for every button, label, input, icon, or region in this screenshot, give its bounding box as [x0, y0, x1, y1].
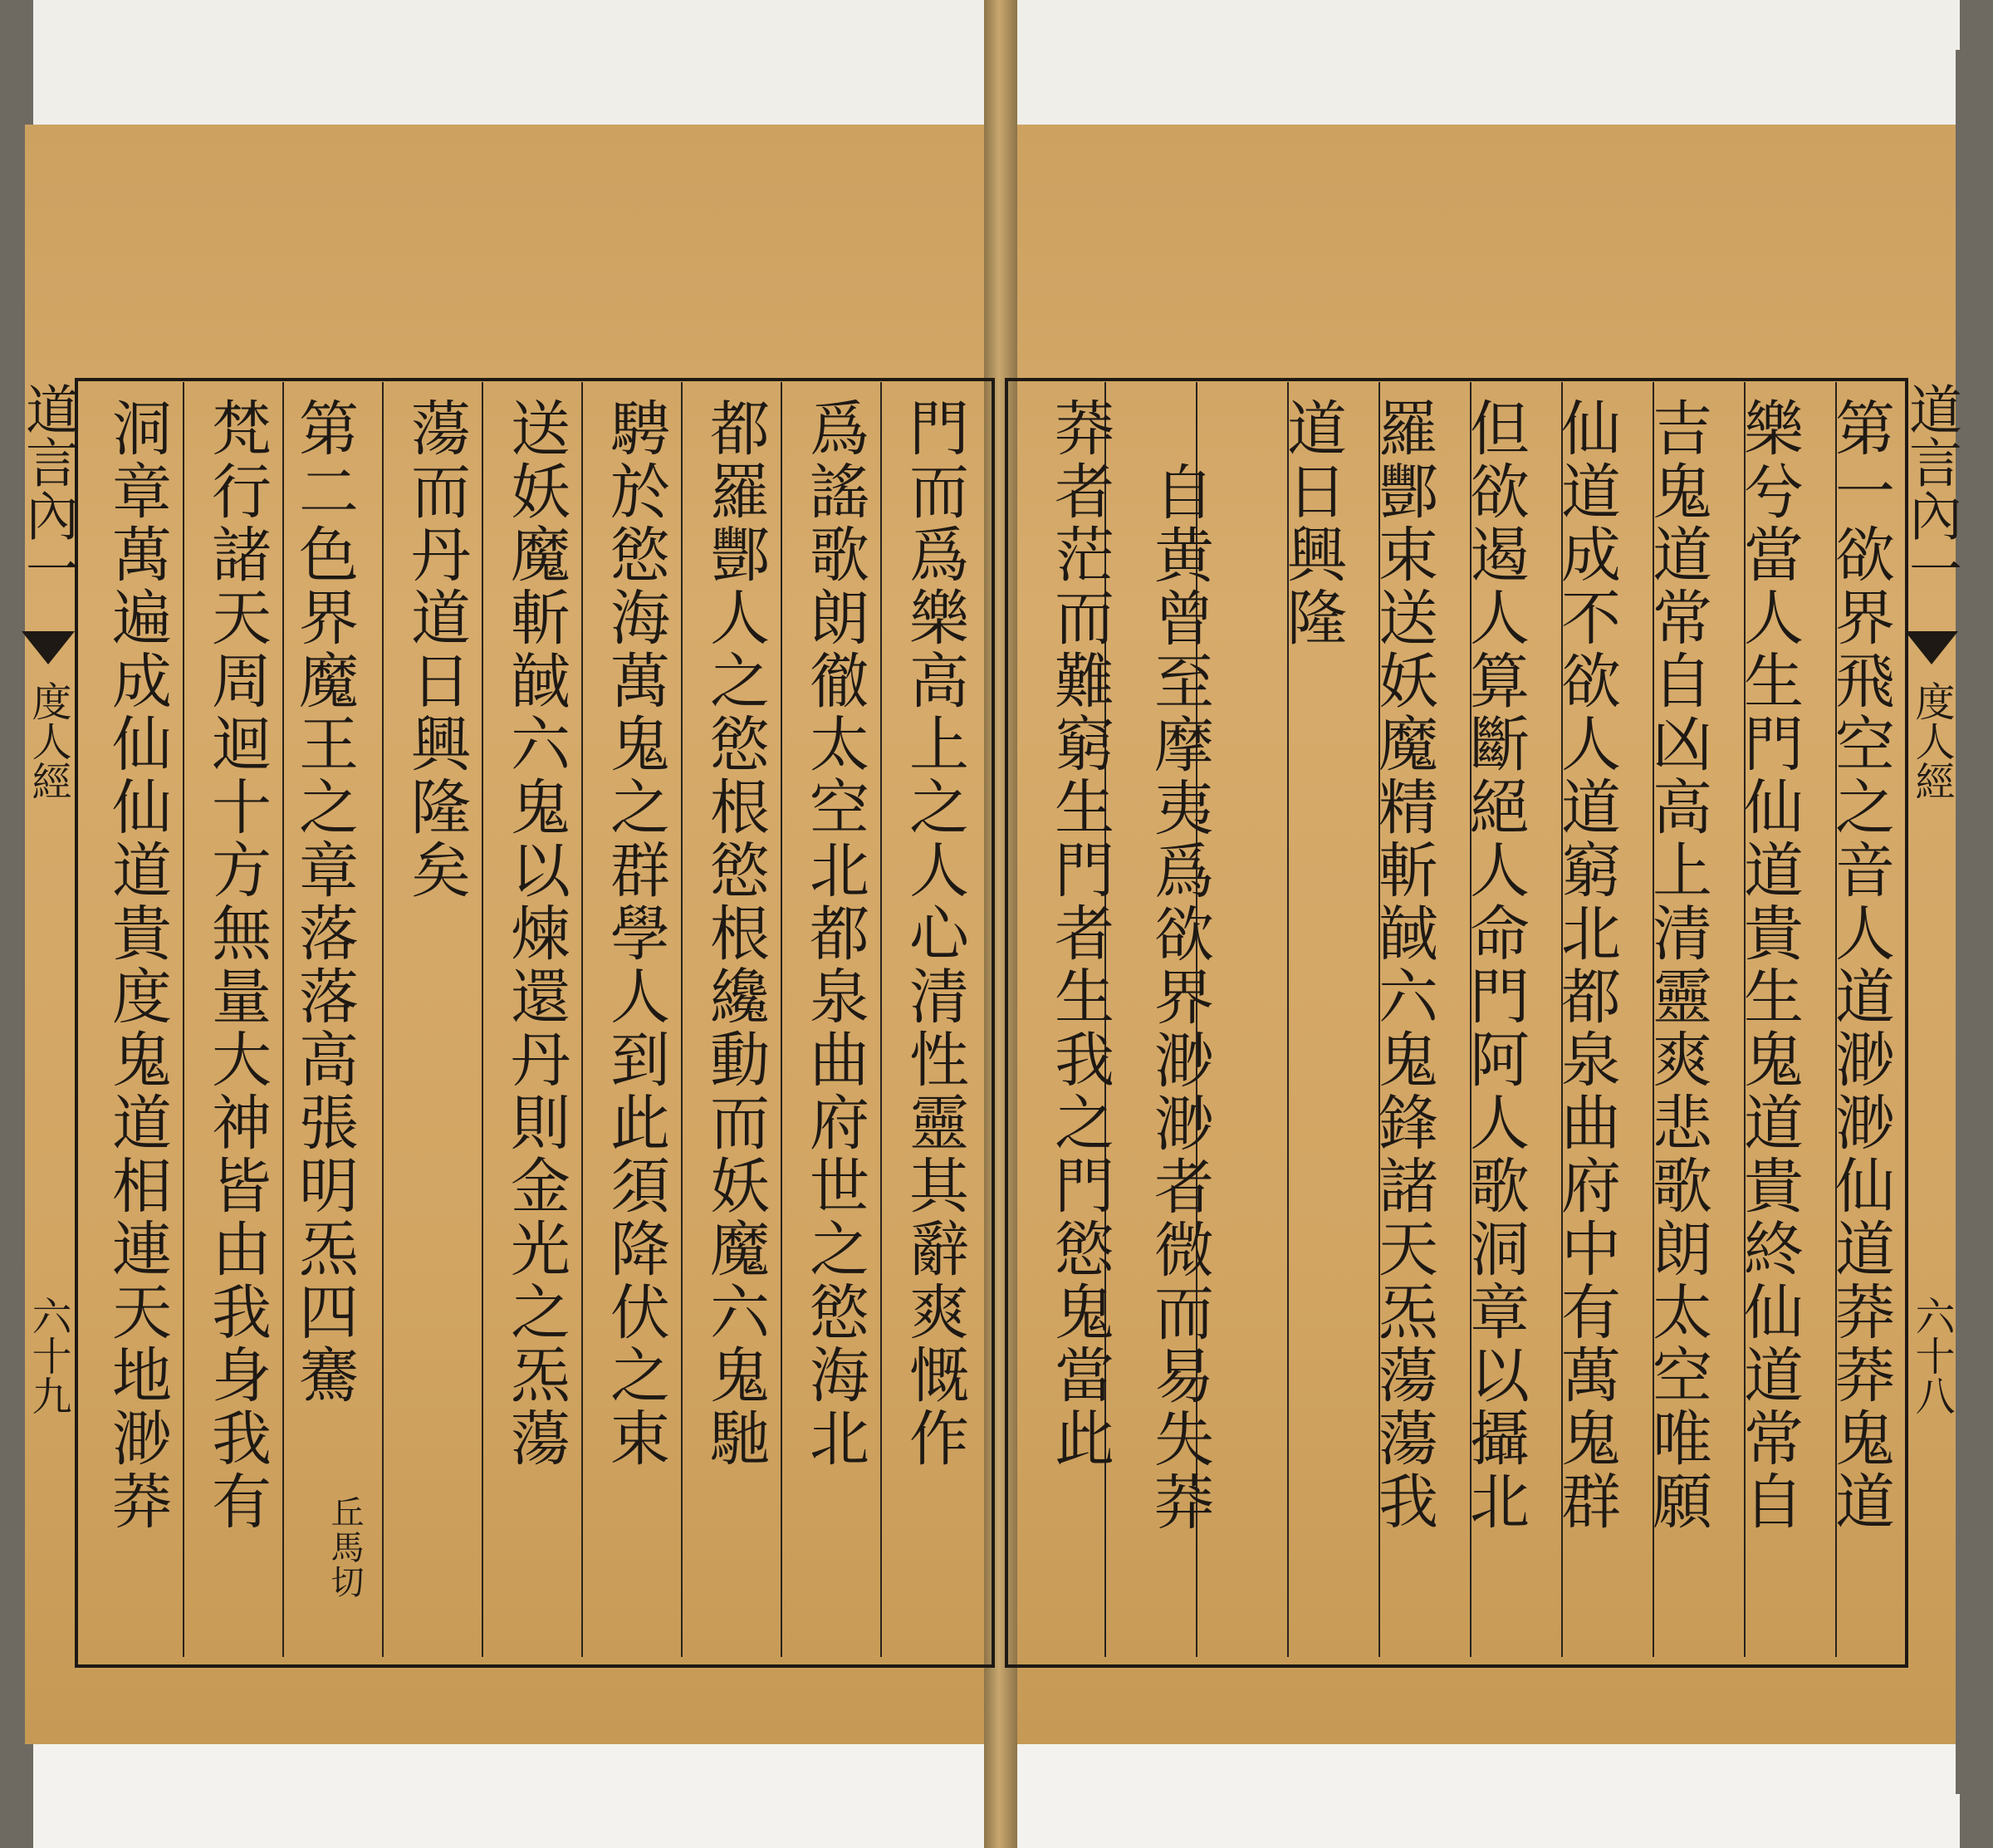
text-column: 騁於慾海萬鬼之群學人到此須降伏之束: [600, 397, 670, 1470]
text-column: 羅酆束送妖魔精斬馘六鬼鋒諸天炁蕩蕩我: [1369, 397, 1438, 1533]
text-column: 梵行諸天周迴十方無量大神皆由我身我有: [202, 397, 272, 1533]
column-rule: [282, 382, 284, 1657]
margin-chapter: 度人經: [25, 681, 71, 801]
margin-chapter: 度人經: [1908, 681, 1955, 801]
text-column: 洞章萬遍成仙仙道貴度鬼道相連天地渺莽: [102, 397, 172, 1533]
margin-title: 道言內一: [1900, 382, 1961, 595]
text-column: 道日興隆: [1277, 397, 1347, 649]
text-column: 吉鬼道常自凶高上清靈爽悲歌朗太空唯願: [1643, 397, 1712, 1533]
text-column: 仙道成不欲人道窮北都泉曲府中有萬鬼群: [1551, 397, 1621, 1533]
column-rule: [880, 382, 882, 1657]
column-rule: [382, 382, 384, 1657]
annotation-column: 丘馬切: [326, 1495, 364, 1600]
text-column: 自黄曾至摩夷爲欲界渺渺者微而易失莽: [1144, 461, 1214, 1534]
text-column: 但欲遏人算斷絕人命門阿人歌洞章以攝北: [1460, 397, 1530, 1533]
text-column: 爲謠歌朗徹太空北都泉曲府世之慾海北: [800, 397, 869, 1470]
page-edges: [1956, 50, 1993, 1794]
text-column: 第一欲界飛空之音人道渺渺仙道莽莽鬼道: [1825, 397, 1895, 1533]
column-rule: [482, 382, 483, 1657]
column-rule: [681, 382, 683, 1657]
column-rule: [581, 382, 583, 1657]
text-column: 送妖魔斬馘六鬼以煉還丹則金光之炁蕩: [501, 397, 570, 1470]
text-column: 都羅酆人之慾根慾根纔動而妖魔六鬼馳: [700, 397, 770, 1470]
text-column: 蕩而丹道日興隆矣: [401, 397, 471, 902]
margin-page-number: 六十八: [1908, 1296, 1955, 1415]
text-column: 第二色界魔王之章落落高張明炁四騫: [289, 397, 359, 1407]
text-column: 莽者茫而難窮生門者生我之門慾鬼當此: [1045, 397, 1114, 1470]
margin-title: 道言內一: [17, 382, 78, 595]
column-rule: [183, 382, 184, 1657]
text-column: 門而爲樂高上之人心清性靈其辭爽慨作: [899, 397, 969, 1470]
margin-page-number: 六十九: [25, 1296, 71, 1415]
text-column: 樂兮當人生門仙道貴生鬼道貴終仙道常自: [1734, 397, 1804, 1533]
column-rule: [781, 382, 782, 1657]
